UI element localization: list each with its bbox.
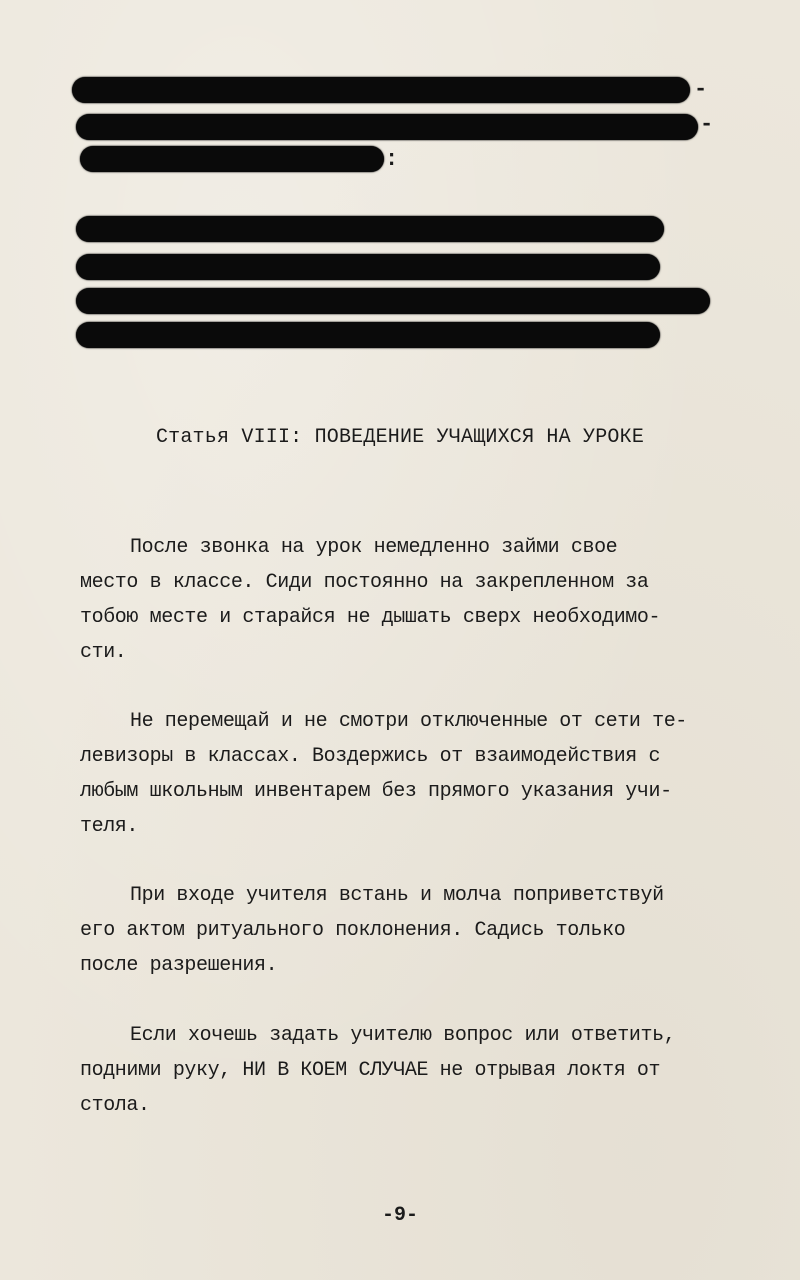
redaction-bar — [76, 114, 698, 140]
paragraph-line: Не перемещай и не смотри отключенные от сети те- — [130, 710, 687, 733]
page-number: -9- — [381, 1204, 418, 1227]
redaction-hyphen: - — [694, 77, 708, 102]
redaction-bar — [76, 322, 660, 348]
paragraph-line: При входе учителя встань и молча поприветствуй — [130, 884, 664, 907]
redaction-bar — [76, 216, 664, 242]
article-heading: Статья VIII: ПОВЕДЕНИЕ УЧАЩИХСЯ НА УРОКЕ — [155, 426, 645, 449]
paragraph-line: место в классе. Сиди постоянно на закрепленном за — [80, 571, 649, 594]
redaction-bar — [76, 288, 710, 314]
paragraph-line: стола. — [80, 1094, 150, 1117]
paragraph — [80, 1018, 720, 1123]
paragraph-line: сти. — [80, 641, 127, 664]
paragraph-line: любым школьным инвентарем без прямого указания учи- — [80, 780, 672, 803]
redaction-hyphen: - — [700, 112, 714, 137]
paragraph-line: подними руку, НИ В КОЕМ СЛУЧАЕ не отрывая локтя от — [80, 1059, 661, 1082]
paragraph-line: тобою месте и старайся не дышать сверх необходимо- — [80, 606, 661, 629]
paragraph — [80, 530, 720, 670]
redaction-bar — [76, 254, 660, 280]
redaction-colon: : — [385, 147, 399, 172]
redaction-bar — [80, 146, 384, 172]
paragraph — [80, 704, 720, 844]
paragraph-line: Если хочешь задать учителю вопрос или ответить, — [130, 1024, 676, 1047]
paragraph-line: теля. — [80, 815, 139, 838]
paragraph — [80, 878, 720, 983]
paragraph-line: левизоры в классах. Воздержись от взаимодействия с — [80, 745, 661, 768]
redaction-bar — [72, 77, 690, 103]
paragraph-line: его актом ритуального поклонения. Садись только — [80, 919, 626, 942]
paragraph-line: после разрешения. — [80, 954, 278, 977]
paragraph-line: После звонка на урок немедленно займи свое — [130, 536, 618, 559]
